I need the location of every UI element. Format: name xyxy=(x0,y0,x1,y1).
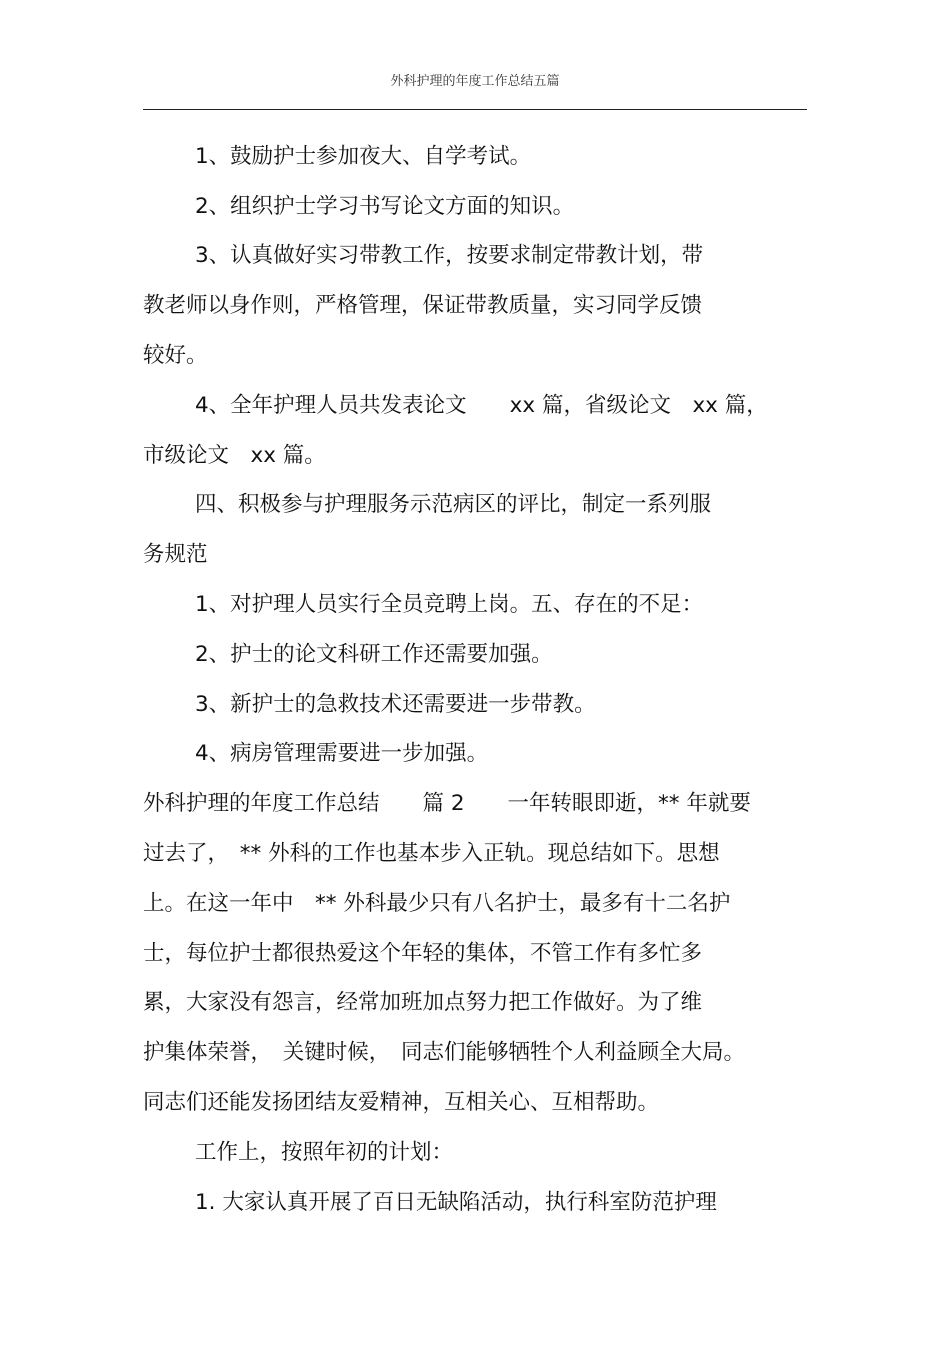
section-heading-line: 外科护理的年度工作总结 篇 2 一年转眼即逝，** 年就要 xyxy=(143,791,751,816)
paragraph-line: 4、全年护理人员共发表论文 xx 篇，省级论文 xx 篇， xyxy=(195,393,768,418)
paragraph-line: 护集体荣誉， 关键时候， 同志们能够牺牲个人利益顾全大局。 xyxy=(143,1040,746,1065)
paragraph-line: 累，大家没有怨言，经常加班加点努力把工作做好。为了维 xyxy=(143,990,703,1015)
paragraph-line: 1、对护理人员实行全员竞聘上岗。五、存在的不足： xyxy=(195,592,704,617)
paragraph-line: 1、鼓励护士参加夜大、自学考试。 xyxy=(195,144,532,169)
page-header-title: 外科护理的年度工作总结五篇 xyxy=(390,74,560,89)
paragraph-line: 工作上，按照年初的计划： xyxy=(195,1140,454,1165)
paragraph-line: 1. 大家认真开展了百日无缺陷活动，执行科室防范护理 xyxy=(195,1190,717,1215)
paragraph-line: 市级论文 xx 篇。 xyxy=(143,443,326,468)
paragraph-line: 3、新护士的急救技术还需要进一步带教。 xyxy=(195,692,596,717)
paragraph-line: 四、积极参与护理服务示范病区的评比，制定一系列服 xyxy=(195,492,712,517)
paragraph-line: 上。在这一年中 ** 外科最少只有八名护士，最多有十二名护 xyxy=(143,891,731,916)
paragraph-line: 4、病房管理需要进一步加强。 xyxy=(195,741,489,766)
header-divider xyxy=(143,109,807,110)
paragraph-line: 2、护士的论文科研工作还需要加强。 xyxy=(195,642,553,667)
paragraph-line: 士，每位护士都很热爱这个年轻的集体，不管工作有多忙多 xyxy=(143,941,703,966)
paragraph-line: 2、组织护士学习书写论文方面的知识。 xyxy=(195,194,575,219)
paragraph-line: 过去了， ** 外科的工作也基本步入正轨。现总结如下。思想 xyxy=(143,841,720,866)
paragraph-line: 教老师以身作则，严格管理，保证带教质量，实习同学反馈 xyxy=(143,293,703,318)
paragraph-line: 同志们还能发扬团结友爱精神，互相关心、互相帮助。 xyxy=(143,1090,660,1115)
paragraph-line: 3、认真做好实习带教工作，按要求制定带教计划，带 xyxy=(195,243,704,268)
paragraph-line: 务规范 xyxy=(143,542,208,567)
paragraph-line: 较好。 xyxy=(143,343,208,368)
